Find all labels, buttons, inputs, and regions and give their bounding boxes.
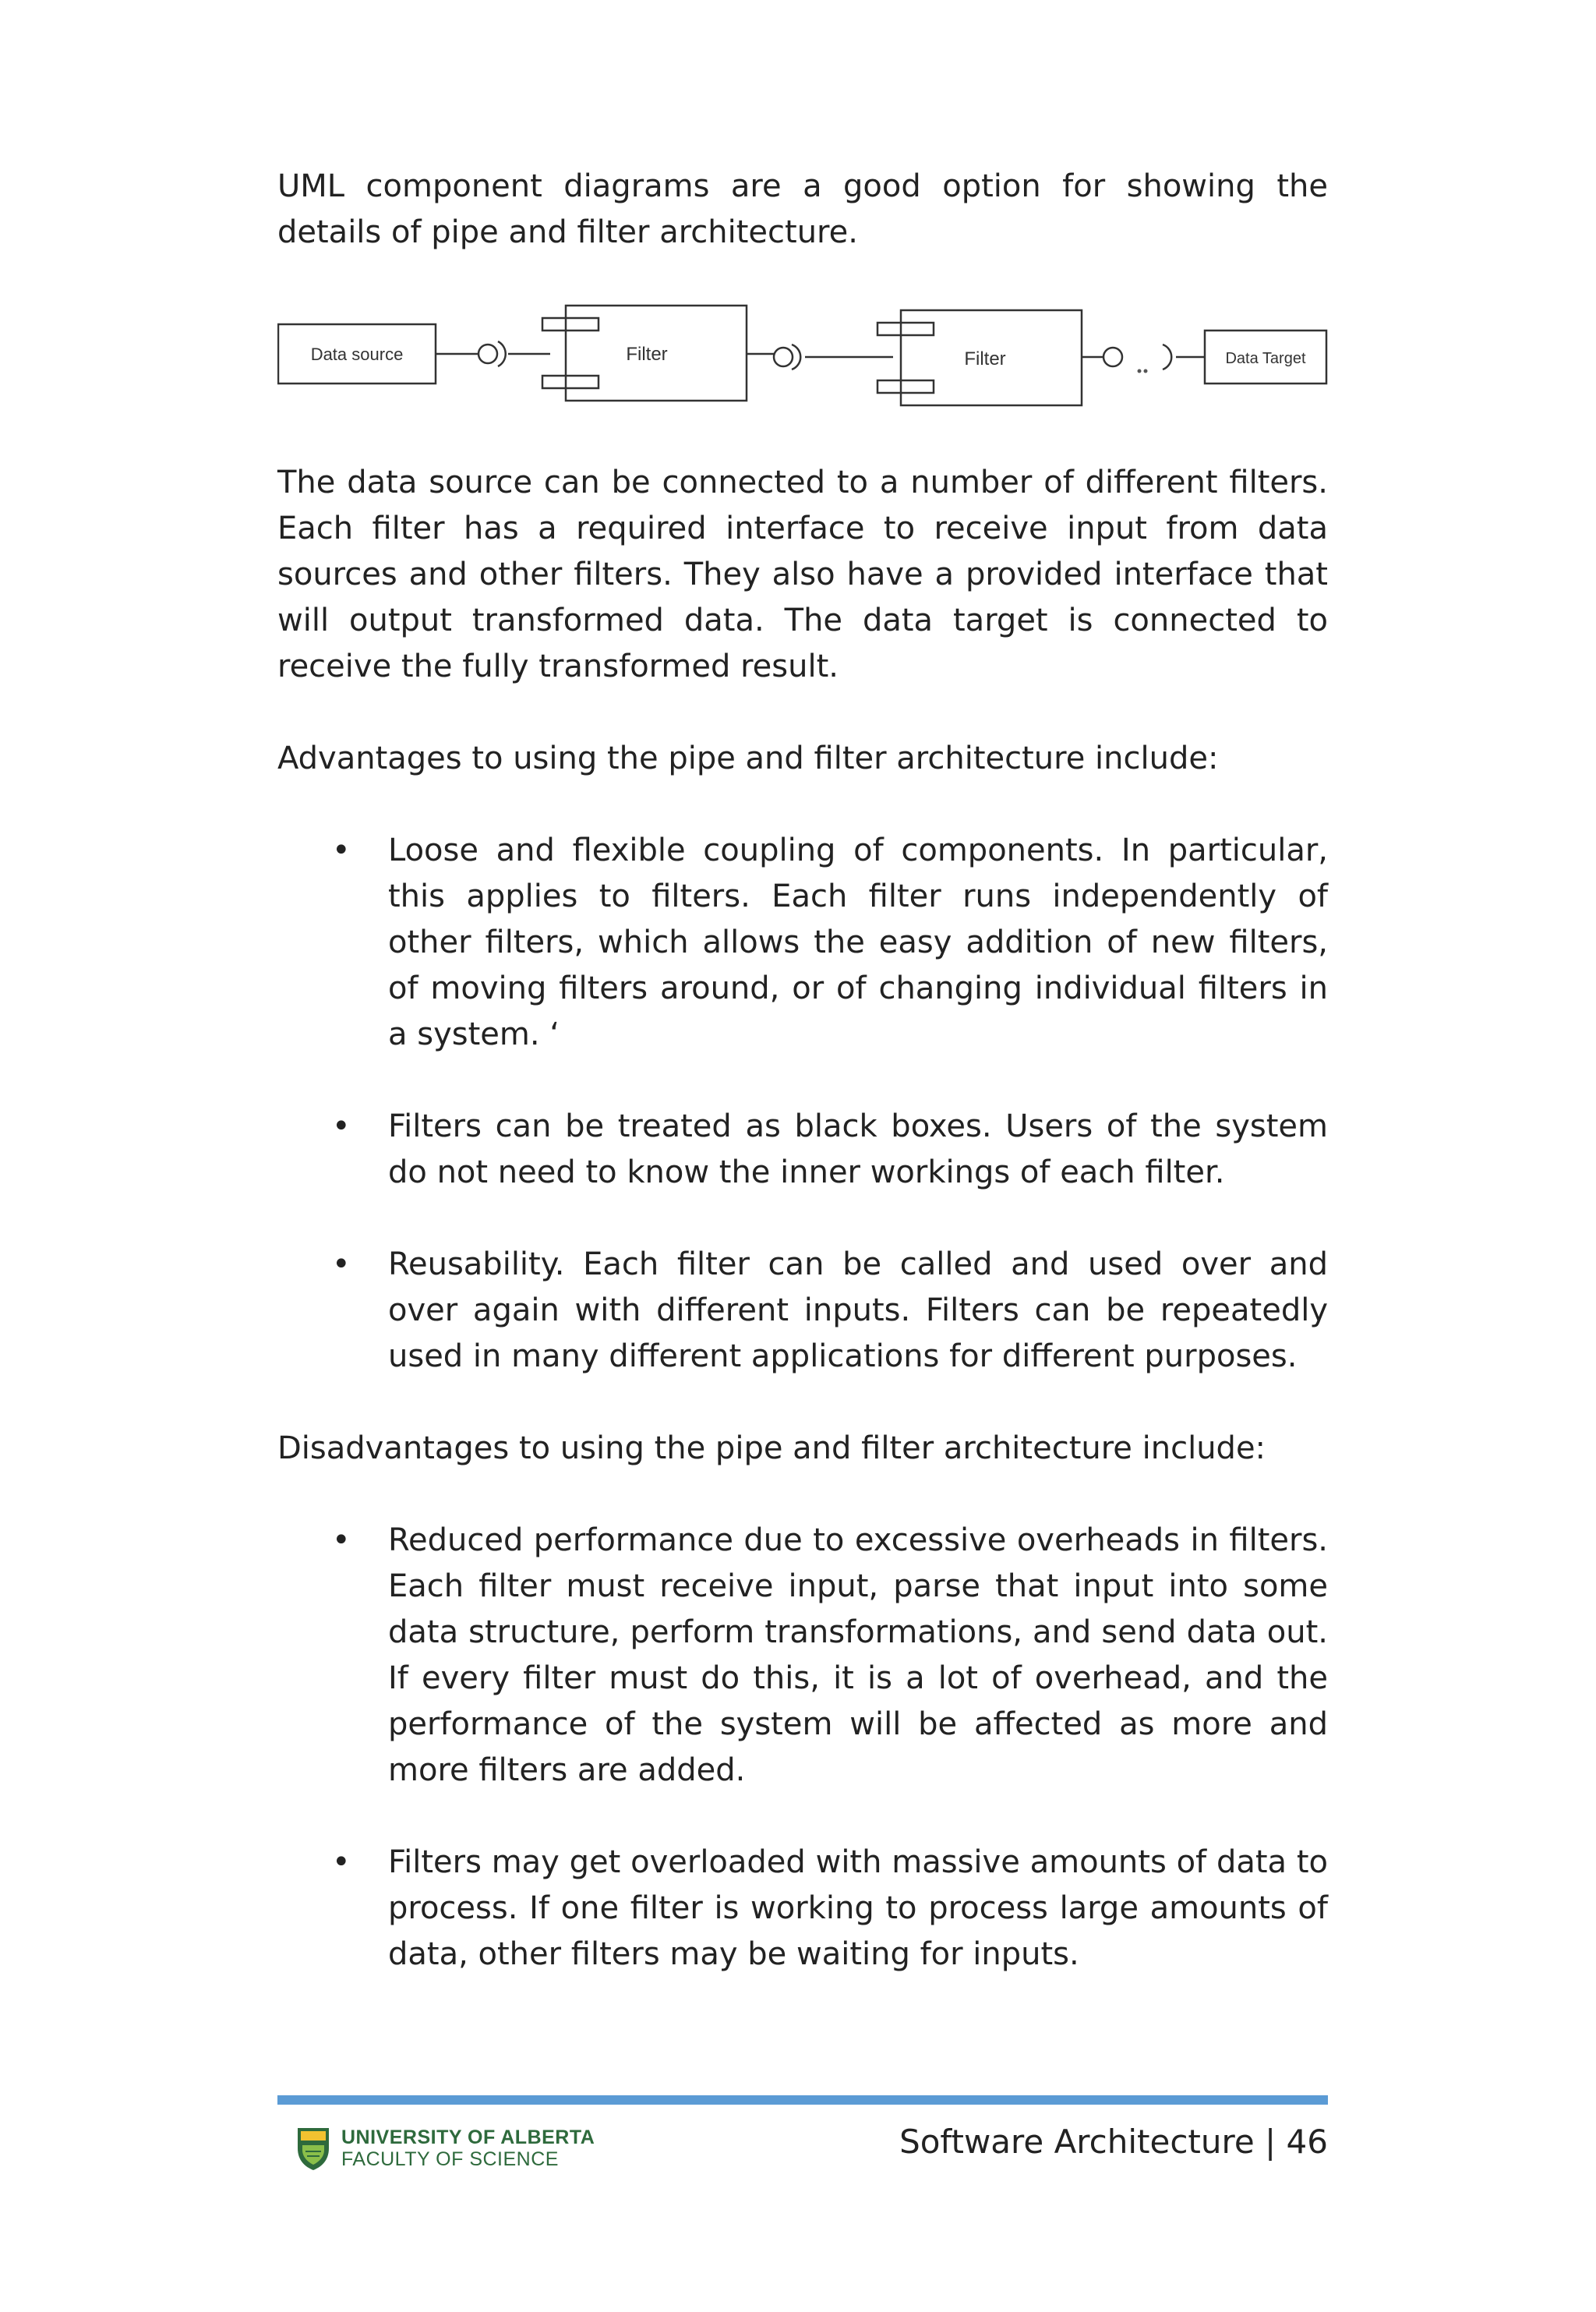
disadvantages-list — [277, 1518, 1328, 1978]
logo-wordmark — [341, 2126, 595, 2170]
shield-icon — [295, 2125, 332, 2172]
logo-line-2: FACULTY OF SCIENCE — [341, 2148, 559, 2170]
bullet: • — [332, 1522, 351, 1558]
bullet: • — [332, 1844, 351, 1880]
pipe-filter-diagram — [277, 304, 1328, 410]
list-item: • Filters may get overloaded with massive amounts of data to process. If one filter is working to process large amounts of data, other filters may be waiting for inputs. — [277, 1840, 1328, 1978]
bullet: • — [332, 1246, 351, 1282]
disadvantages-heading: Disadvantages to using the pipe and filter architecture include: — [277, 1430, 1266, 1466]
bullet: • — [332, 833, 351, 868]
list-item: • Reusability. Each filter can be called and used over and over again with different inputs. Filters can be repeatedly used in many different applications for different purposes. — [277, 1242, 1328, 1380]
page-footer-label: Software Architecture | 46 — [899, 2123, 1328, 2161]
connection-paragraph: The data source can be connected to a number of different filters. Each filter has a required interface to receive input from data sources and other filters. They also have a provided interface that will output transformed data. The data target is connected to receive the fully transformed result. — [277, 465, 1328, 684]
list-item: • Loose and flexible coupling of components. In particular, this applies to filters. Each filter runs independently of other filters, which allows the easy addition of new filters, of moving filters around, or of changing individual filters in a system. ‘ — [277, 828, 1328, 1058]
filter-2-label: Filter — [964, 348, 1006, 369]
list-item: • Reduced performance due to excessive overheads in filters. Each filter must receive input, parse that input into some data structure, perform transformations, and send data out. If every filter must do this, it is a lot of overhead, and the performance of the system will be affected as more and more filters are added. — [277, 1518, 1328, 1794]
logo-line-1: UNIVERSITY OF ALBERTA — [341, 2126, 595, 2148]
list-item: • Filters can be treated as black boxes. Users of the system do not need to know the inner workings of each filter. — [277, 1104, 1328, 1196]
bullet: • — [332, 1108, 351, 1144]
data-target-label: Data Target — [1225, 350, 1306, 367]
advantages-heading: Advantages to using the pipe and filter architecture include: — [277, 741, 1219, 776]
intro-paragraph: UML component diagrams are a good option for showing the details of pipe and filter architecture. — [277, 168, 1328, 250]
page-content — [277, 164, 1328, 2024]
advantages-list — [277, 828, 1328, 1380]
filter-1-label: Filter — [626, 344, 668, 365]
university-logo — [295, 2125, 606, 2179]
footer-rule — [277, 2095, 1328, 2105]
data-source-label: Data source — [310, 345, 404, 364]
